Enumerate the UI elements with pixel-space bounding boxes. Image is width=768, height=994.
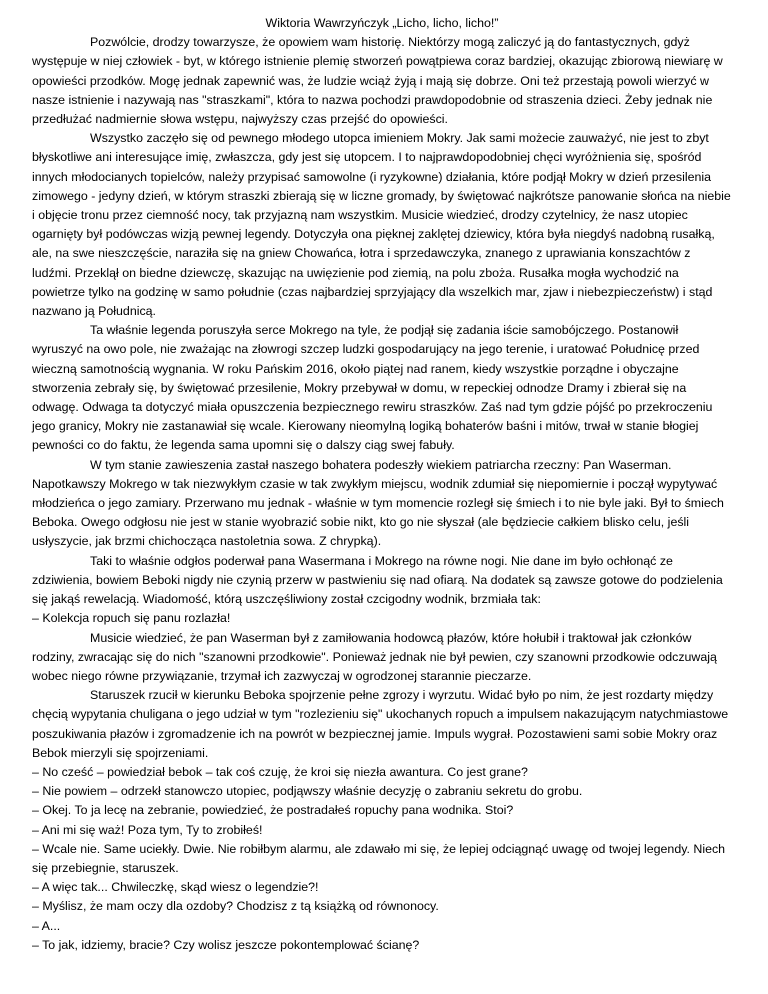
dialogue-line: – Myślisz, że mam oczy dla ozdoby? Chodzisz z tą książką od równonocy. (32, 899, 439, 914)
paragraph: Staruszek rzucił w kierunku Beboka spojrzenie pełne zgrozy i wyrzutu. Widać było po nim, że jest rozdarty między chęcią wypytania chuligana o jego udział w tym "rozlezieniu się" ukochanych ropuch a impulsem nakazującym natychmiastowe poszukiwania płazów i zgromadzenie ich na powrót w bezpiecznej jamie. Impuls wygrał. Pozostawieni sami sobie Mokry oraz Bebok mierzyli się spojrzeniami. (32, 688, 729, 760)
dialogue-line: – Nie powiem – odrzekł stanowczo utopiec, podjąwszy właśnie decyzję o zabraniu sekretu do grobu. (32, 784, 583, 799)
dialogue-line: – Okej. To ja lecę na zebranie, powiedzieć, że postradałeś ropuchy pana wodnika. Stoi? (32, 803, 514, 818)
document-title: Wiktoria Wawrzyńczyk „Licho, licho, licho!” (265, 16, 499, 30)
dialogue-line: – Kolekcja ropuch się panu rozlazła! (32, 611, 231, 626)
dialogue-line: – No cześć – powiedział bebok – tak coś czuję, że kroi się niezła awantura. Co jest grane? (32, 764, 528, 779)
paragraph: Ta właśnie legenda poruszyła serce Mokrego na tyle, że podjął się zadania iście samobójczego. Postanowił wyruszyć na owo pole, nie zważając na złowrogi szczep ludzki gospodarujący na jego terenie, i uratować Południcę przed wieczną samotnością wygnania. W roku Pańskim 2016, około piątej nad ranem, kiedy wszystkie porządne i obyczajne stworzenia zebrały się, by świętować przesilenie, Mokry przebywał w domu, w repeckiej odnodze Dramy i zbierał się na odwagę. Odwaga ta dotyczyć miała opuszczenia bezpiecznego rewiru straszków. Zaś nad tym gdzie pójść po przekroczeniu jego granicy, Mokry nie zastanawiał się wcale. Kierowany nieomylną logiką bohaterów baśni i mitów, trwał w stanie błogiej pewności co do faktu, że legenda sama upomni się o dalszy ciąg swej fabuły. (32, 323, 713, 453)
paragraph: W tym stanie zawieszenia zastał naszego bohatera podeszły wiekiem patriarcha rzeczny: Pan Waserman. Napotkawszy Mokrego w tak niezwykłym czasie w tak zwykłym miejscu, wodnik zdumiał się niepomiernie i począł wypytywać młodzieńca o jego zamiary. Przerwano mu jednak - właśnie w tym momencie rozległ się śmiech i to nie byle jaki. Był to śmiech Beboka. Owego odgłosu nie jest w stanie wyobrazić sobie nikt, kto go nie słyszał (ale będziecie całkiem blisko celu, jeśli usłyszycie, jak brzmi chichocząca nastoletnia sowa. Z chrypką). (32, 457, 724, 549)
dialogue-line: – Ani mi się waż! Poza tym, Ty to zrobiłeś! (32, 822, 263, 837)
document-page (32, 14, 732, 955)
paragraph: Musicie wiedzieć, że pan Waserman był z zamiłowania hodowcą płazów, które hołubił i traktował jak członków rodziny, zwracając się do nich "szanowni przodkowie". Ponieważ jednak nie był pewien, czy szanowni przodkowie odczuwają wobec niego równe przywiązanie, trzymał ich zazwyczaj w ogrodzonej starannie pieczarze. (32, 630, 717, 683)
dialogue-line: – To jak, idziemy, bracie? Czy wolisz jeszcze pokontemplować ścianę? (32, 937, 420, 952)
dialogue-line: – A więc tak... Chwileczkę, skąd wiesz o legendzie?! (32, 880, 319, 895)
paragraph: Wszystko zaczęło się od pewnego młodego utopca imieniem Mokry. Jak sami możecie zauważyć, nie jest to zbyt błyskotliwe ani interesujące imię, zwłaszcza, gdy jest się utopcem. I to najprawdopodobniej chęci wyróżnienia się, spośród innych młodocianych topielców, należy przypisać samowolne (i ryzykowne) działania, które podjął Mokry w dzień przesilenia zimowego - jedyny dzień, w którym straszki zbierają się w liczne gromady, by świętować najkrótsze panowanie słońca na niebie i objęcie tronu przez ciemność nocy, tak przyjazną nam wszystkim. Musicie wiedzieć, drodzy czytelnicy, że nasz utopiec ogarnięty był podówczas wizją pewnej legendy. Dotyczyła ona pięknej zaklętej dziewicy, która była niegdyś nadobną rusałką, ale, na swe nieszczęście, naraziła się na gniew Chowańca, łotra i sprzedawczyka, znanego z uprawiania konszachtów z ludźmi. Przeklął on biedne dziewczę, skazując na uwięzienie pod ziemią, na polu zboża. Rusałka mogła wychodzić na powietrze tylko na godzinę w samo południe (czas najbardziej sprzyjający dla wszelkich mar, zjaw i niebezpieczeństw) i stąd nazwano ją Południcą. (32, 131, 731, 319)
dialogue-line: – A... (32, 918, 61, 933)
paragraph: Taki to właśnie odgłos poderwał pana Wasermana i Mokrego na równe nogi. Nie dane im było ochłonąć ze zdziwienia, bowiem Beboki nigdy nie czynią przerw w pastwieniu się nad ofiarą. Na dodatek są zawsze gotowe do podzielenia się jakąś rewelacją. Wiadomość, którą uszczęśliwiony został czcigodny wodnik, brzmiała tak: (32, 553, 723, 607)
paragraph: Pozwólcie, drodzy towarzysze, że opowiem wam historię. Niektórzy mogą zaliczyć ją do fantastycznych, gdyż występuje w niej człowiek - byt, w którego istnienie plemię stworzeń powątpiewa coraz bardziej, okazując zbiorową niewiarę w opowieści przodków. Mogę jednak zapewnić was, że ludzie wciąż żyją i mają się dobrze. Oni też przestają powoli wierzyć w nasze istnienie i nazywają nas "straszkami", która to nazwa pochodzi prawdopodobnie od straszenia dzieci. Żeby jednak nie przedłużać nadmiernie słowa wstępu, najwyższy czas przejść do opowieści. (32, 35, 723, 127)
dialogue-line: – Wcale nie. Same uciekły. Dwie. Nie robiłbym alarmu, ale zdawało mi się, że lepiej odciągnąć uwagę od twojej legendy. Niech się przebiegnie, staruszek. (32, 841, 726, 875)
